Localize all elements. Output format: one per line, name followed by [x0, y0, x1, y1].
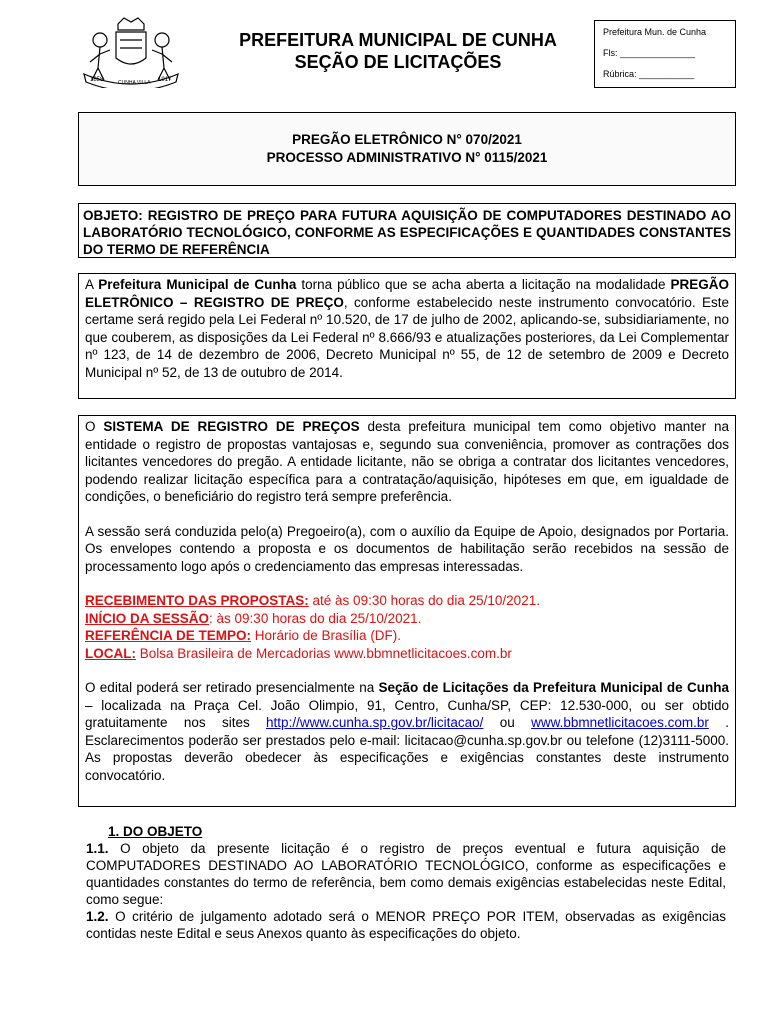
objeto-box: OBJETO: REGISTRO DE PREÇO PARA FUTURA AQUISIÇÃO DE COMPUTADORES DESTINADO AO LABORATÓRIO TECNOLÓGICO, CONFORME AS ESPECIFICAÇÕES E QUANTIDADES CONSTANTES DO TERMO DE REFERÊNCIA — [78, 203, 736, 258]
header-subtitle: SEÇÃO DE LICITAÇÕES — [294, 52, 502, 72]
stamp-line-2: Fls: _______________ — [603, 48, 696, 58]
dates-block: RECEBIMENTO DAS PROPOSTAS: até às 09:30 horas do dia 25/10/2021. INÍCIO DA SESSÃO: às 09:30 horas do dia 25/10/2021. REFERÊNCIA DE TEMPO: Horário de Brasília (DF). LOCAL: Bolsa Brasileira de Mercadorias www.bbmnetlicitacoes.com.br — [85, 593, 540, 661]
municipal-crest-icon — [78, 10, 184, 88]
srp-paragraph: O SISTEMA DE REGISTRO DE PREÇOS desta prefeitura municipal tem como objetivo manter na entidade o registro de propostas vantajosas e, segundo sua conveniência, promover as contrações dos licitantes vencedores do pregão. A entidade licitante, não se obriga a contratar dos licitantes vencedores, podendo realizar licitação específica para a contratação/aquisição, hipóteses em que, em igualdade de condições, o beneficiário do registro terá sempre preferência. — [85, 419, 729, 504]
header-title: PREFEITURA MUNICIPAL DE CUNHA — [239, 30, 557, 50]
bbmnet-site-link[interactable]: www.bbmnetlicitacoes.com.br — [531, 715, 709, 730]
sessao-paragraph: A sessão será conduzida pelo(a) Pregoeiro(a), com o auxílio da Equipe de Apoio, designados por Portaria. Os envelopes contendo a proposta e os documentos de habilitação serão recebidos na sessão de processamento logo após o credenciamento das empresas interessadas. — [85, 523, 729, 574]
svg-text:CUNHA VILLA: CUNHA VILLA — [118, 80, 151, 86]
section-title: 1. DO OBJETO — [108, 824, 203, 839]
info-box — [78, 415, 736, 807]
svg-text:1858: 1858 — [90, 77, 104, 83]
stamp-line-3: Rúbrica: ___________ — [603, 69, 695, 79]
page-stamp-box — [594, 20, 736, 88]
edital-paragraph: O edital poderá ser retirado presencialmente na Seção de Licitações da Prefeitura Municipal de Cunha – localizada na Praça Cel. João Olimpio, 91, Centro, Cunha/SP, CEP: 12.530-000, ou ser obtido gratuitamente nos sites http://www.cunha.sp.gov.br/licitacao/ ou www.bbmnetlicitacoes.com.br . Esclarecimentos poderão ser prestados pelo e-mail: licitacao@cunha.sp.gov.br ou telefone (12)3111-5000. As propostas deverão obedecer às especificações e exigências constantes deste instrumento convocatório. — [85, 680, 729, 783]
stamp-line-1: Prefeitura Mun. de Cunha — [603, 27, 707, 37]
intro-paragraph: A Prefeitura Municipal de Cunha torna público que se acha aberta a licitação na modalidade PREGÃO ELETRÔNICO – REGISTRO DE PREÇO, conforme estabelecido neste instrumento convocatório. Este certame será regido pela Lei Federal nº 10.520, de 17 de julho de 2002, aplicando-se, subsidiariamente, no que couberem, as disposições da Lei Federal nº 8.666/93 e atualizações posteriores, da Lei Complementar nº 123, de 14 de dezembro de 2006, Decreto Municipal nº 55, de 12 de setembro de 2009 e Decreto Municipal nº 52, de 13 de outubro de 2014. — [78, 273, 736, 399]
processo-number: PROCESSO ADMINISTRATIVO N° 0115/2021 — [266, 150, 548, 165]
pregao-box — [78, 112, 736, 186]
pregao-number: PREGÃO ELETRÔNICO N° 070/2021 — [292, 132, 522, 147]
cunha-site-link[interactable]: http://www.cunha.sp.gov.br/licitacao/ — [266, 715, 484, 730]
clause-1-2: 1.2. O critério de julgamento adotado será o MENOR PREÇO POR ITEM, observadas as exigências contidas neste Edital e seus Anexos quanto às especificações do objeto. — [86, 909, 726, 941]
svg-text:1917: 1917 — [158, 77, 172, 83]
section-objeto — [86, 823, 726, 942]
clause-1-1: 1.1. O objeto da presente licitação é o registro de preços eventual e futura aquisição de COMPUTADORES DESTINADO AO LABORATÓRIO TECNOLÓGICO, conforme as especificações e quantidades constantes do termo de referência, bem como demais exigências estabelecidas neste Edital, como segue: — [86, 841, 726, 907]
